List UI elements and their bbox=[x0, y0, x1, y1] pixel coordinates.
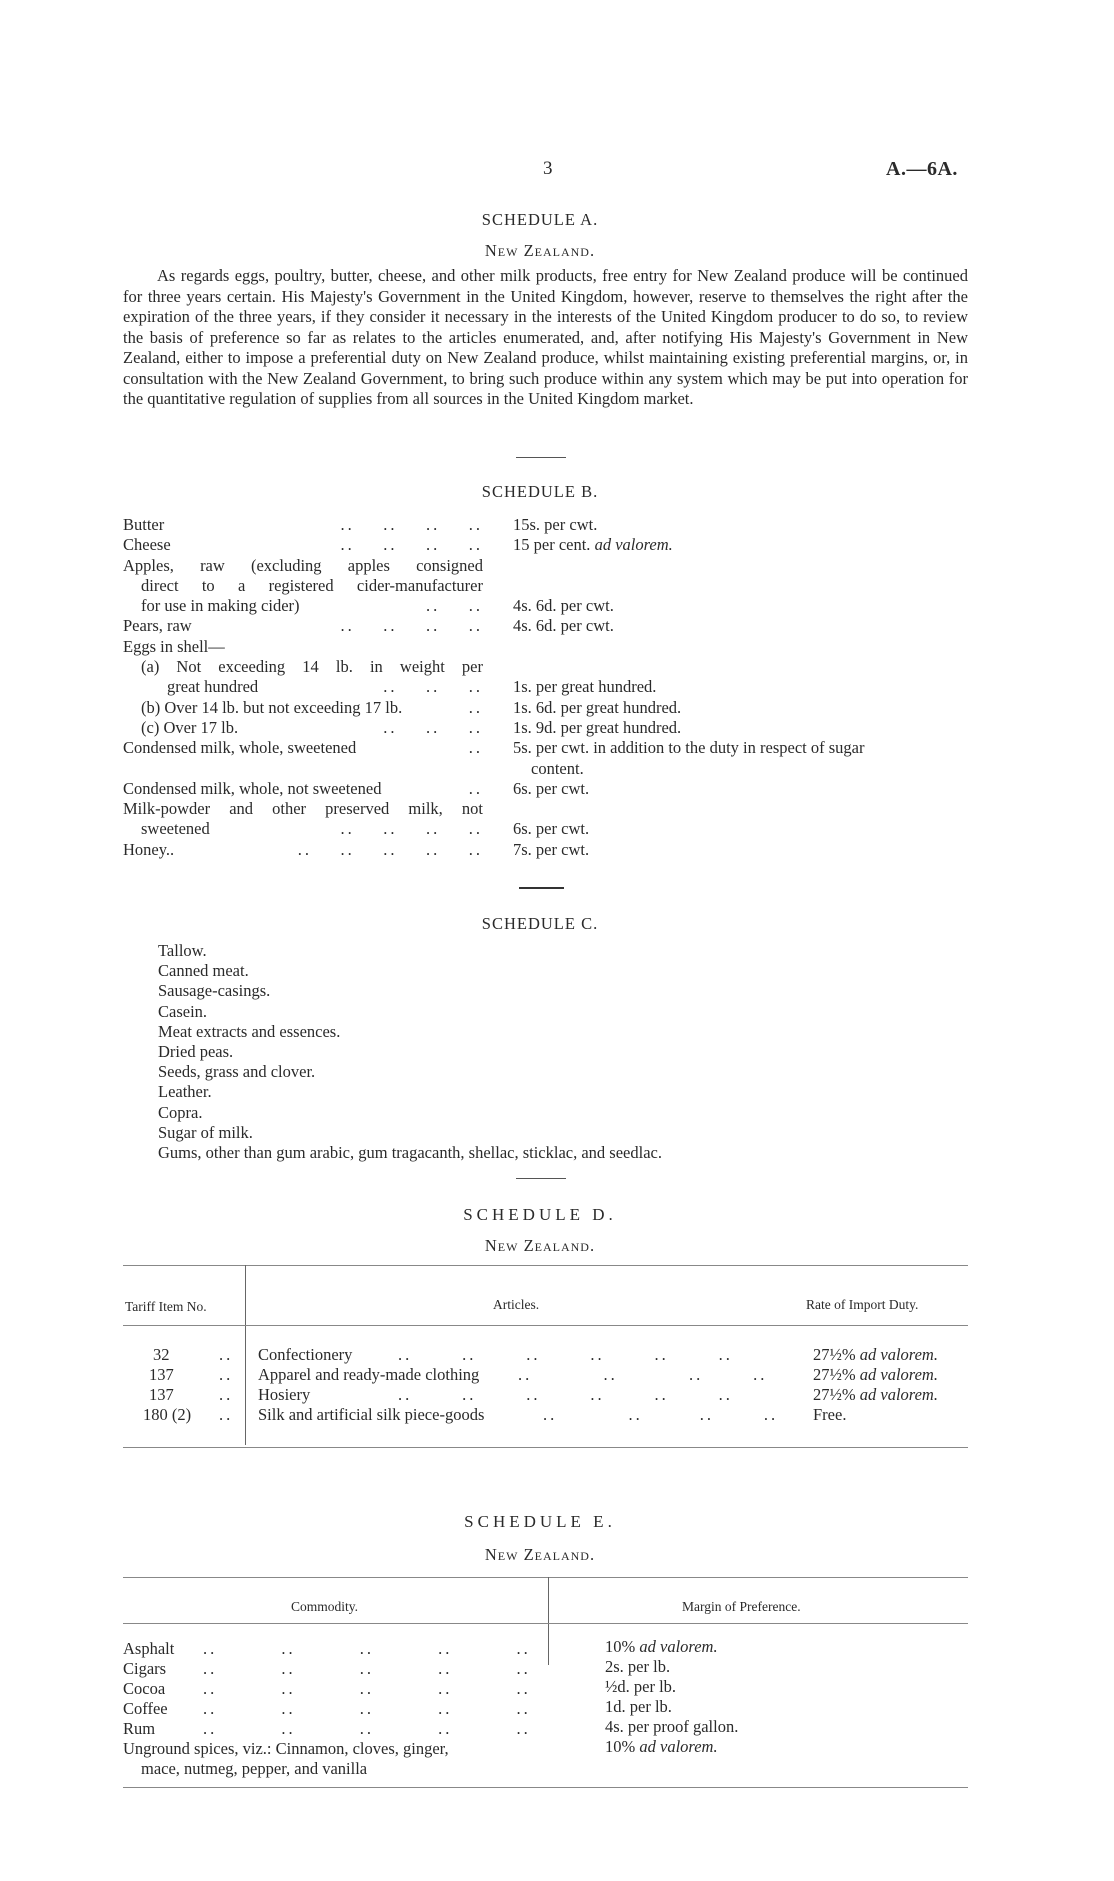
commodity-name: Rum bbox=[123, 1719, 156, 1738]
margin-value: 10% ad valorem. bbox=[605, 1737, 718, 1756]
tariff-item-number: 180 (2) bbox=[143, 1405, 192, 1424]
schedule-c-item: Canned meat. bbox=[158, 961, 249, 981]
commodity-name-continued: mace, nutmeg, pepper, and vanilla bbox=[141, 1759, 368, 1778]
schedule-b-row bbox=[123, 637, 973, 657]
schedule-d-subtitle: New Zealand. bbox=[484, 1236, 596, 1255]
schedule-e-table: Commodity. Margin of Preference. Asphalt .. .. .. .. .. 10% ad valorem. Cigars .. .. .. .. .. 2s. per lb. Cocoa .. .. .. .. .. ½d. per lb. Coffee .. .. .. .. .. 1d. per lb. Rum .. .. .. .. .. 4s. per proof gallon. Unground spices, viz.: Cinnamon, cloves, ginger, mace, nutmeg, pepper, and vanilla 10% ad valorem. bbox=[123, 1577, 968, 1827]
margin-value: 4s. per proof gallon. bbox=[605, 1717, 739, 1736]
schedule-d-title: SCHEDULE D. bbox=[463, 1205, 617, 1224]
margin-value: 1d. per lb. bbox=[605, 1697, 672, 1716]
column-header-commodity: Commodity. bbox=[291, 1599, 359, 1614]
import-duty-rate: 27½% ad valorem. bbox=[813, 1365, 938, 1384]
article-name: Apparel and ready-made clothing bbox=[258, 1365, 480, 1384]
schedule-c-item: Meat extracts and essences. bbox=[158, 1021, 341, 1041]
schedule-e-subtitle: New Zealand. bbox=[484, 1545, 596, 1564]
schedule-b-item: Eggs in shell— bbox=[123, 636, 225, 656]
schedule-b-item: Cheese bbox=[123, 535, 171, 555]
schedule-c-item: Sugar of milk. bbox=[158, 1122, 253, 1142]
schedule-b-item: Apples, raw (excluding apples consigned bbox=[123, 555, 483, 575]
schedule-b-item: (a) Not exceeding 14 lb. in weight per bbox=[141, 657, 483, 677]
schedule-b-row: (c) Over 17 lb. .. .. .. 1s. 9d. per great hundred. bbox=[123, 718, 973, 738]
schedule-b-item: Milk-powder and other preserved milk, not bbox=[123, 799, 483, 819]
schedule-b-rate: 15s. per cwt. bbox=[513, 515, 598, 534]
section-divider bbox=[516, 457, 566, 458]
schedule-b-rate: 1s. per great hundred. bbox=[513, 677, 657, 697]
schedule-a-paragraph: As regards eggs, poultry, butter, cheese, and other milk products, free entry for New Zealand produce will be continued for three years certain. His Majesty's Government in the United Kingdom, however, reserve to themselves the right after the expiration of the three years, if they consider it necessary in the interests of the United Kingdom producer to do so, to review the basis of preference so far as relates to the articles enumerated, and, after notifying His Majesty's Government in New Zealand, either to impose a preferential duty on New Zealand produce, whilst maintaining existing preferential margins, or, in consultation with the New Zealand Government, to bring such produce within any system which may be put into operation for the quantitative regulation of supplies from all sources in the United Kingdom market. bbox=[123, 266, 968, 408]
margin-value: 10% ad valorem. bbox=[605, 1637, 718, 1656]
section-divider bbox=[519, 887, 564, 889]
schedule-b-rate: 1s. 6d. per great hundred. bbox=[513, 697, 682, 717]
column-header-margin: Margin of Preference. bbox=[682, 1599, 801, 1614]
commodity-name: Unground spices, viz.: Cinnamon, cloves, ginger, bbox=[123, 1739, 449, 1758]
schedule-b-row: Apples, raw (excluding apples consigned direct to a registered cider-manufacturer for use in making cider) .. .. 4s. 6d. per cwt. bbox=[123, 556, 973, 617]
schedule-b-rate: 6s. per cwt. bbox=[513, 819, 590, 839]
margin-value: ½d. per lb. bbox=[605, 1677, 677, 1696]
schedule-a-title: SCHEDULE A. bbox=[481, 210, 599, 229]
schedule-b-rate: 5s. per cwt. in addition to the duty in respect of sugar content. bbox=[513, 738, 865, 778]
tariff-item-number: 32 bbox=[153, 1345, 170, 1364]
schedule-b-item: Butter bbox=[123, 515, 165, 534]
schedule-b-item: Condensed milk, whole, sweetened bbox=[123, 738, 357, 758]
schedule-b-rate: 7s. per cwt. bbox=[513, 839, 590, 859]
schedule-b-rate: 4s. 6d. per cwt. bbox=[513, 596, 614, 616]
column-header-articles: Articles. bbox=[493, 1297, 540, 1312]
schedule-b-row: Butter .. .. .. .. 15s. per cwt. bbox=[123, 515, 973, 535]
import-duty-rate: 27½% ad valorem. bbox=[813, 1385, 938, 1404]
import-duty-rate: Free. bbox=[813, 1405, 847, 1424]
schedule-b-row: Milk-powder and other preserved milk, not sweetened .. .. .. .. 6s. per cwt. bbox=[123, 799, 973, 840]
schedule-c-list bbox=[158, 941, 662, 1163]
schedule-b-row: Condensed milk, whole, sweetened .. 5s. per cwt. in addition to the duty in respect of sugar content. bbox=[123, 738, 973, 779]
tariff-item-number: 137 bbox=[149, 1385, 174, 1404]
schedule-b-row: Cheese .. .. .. .. 15 per cent. ad valorem. bbox=[123, 535, 973, 555]
column-header-rate: Rate of Import Duty. bbox=[806, 1297, 919, 1312]
schedule-b-item: Honey.. bbox=[123, 839, 175, 859]
schedule-b-item: Condensed milk, whole, not sweetened bbox=[123, 778, 382, 798]
schedule-b-row: Honey.. .. .. .. .. .. 7s. per cwt. bbox=[123, 840, 973, 860]
schedule-c-title: SCHEDULE C. bbox=[481, 914, 599, 933]
commodity-name: Coffee bbox=[123, 1699, 168, 1718]
commodity-name: Cocoa bbox=[123, 1679, 166, 1698]
page-number: 3 bbox=[543, 158, 553, 179]
schedule-b-rate: 1s. 9d. per great hundred. bbox=[513, 717, 682, 737]
schedule-c-item: Dried peas. bbox=[158, 1042, 234, 1062]
schedule-b-rate: 15 per cent. ad valorem. bbox=[513, 535, 673, 555]
schedule-c-item: Seeds, grass and clover. bbox=[158, 1062, 316, 1082]
column-header-tariff-item: Tariff Item No. bbox=[125, 1299, 207, 1314]
schedule-b-row: (a) Not exceeding 14 lb. in weight per great hundred .. .. .. 1s. per great hundred. bbox=[123, 657, 973, 698]
schedule-b-row: Condensed milk, whole, not sweetened .. 6s. per cwt. bbox=[123, 779, 973, 799]
schedule-b-item: (b) Over 14 lb. but not exceeding 17 lb. bbox=[141, 697, 403, 717]
tariff-item-number: 137 bbox=[149, 1365, 174, 1384]
article-name: Hosiery bbox=[258, 1385, 311, 1404]
schedule-b-title: SCHEDULE B. bbox=[481, 482, 599, 501]
section-divider bbox=[516, 1178, 566, 1179]
schedule-c-item: Gums, other than gum arabic, gum tragacanth, shellac, sticklac, and seedlac. bbox=[158, 1143, 662, 1163]
commodity-name: Asphalt bbox=[123, 1639, 175, 1658]
schedule-b-rate: 6s. per cwt. bbox=[513, 778, 590, 798]
schedule-b-rate: 4s. 6d. per cwt. bbox=[513, 616, 614, 636]
schedule-b-item: Pears, raw bbox=[123, 616, 192, 636]
schedule-d-table: Tariff Item No. Articles. Rate of Import Duty. 32 .. Confectionery .. .. .. .. .. .. 27½% ad valorem. 137 .. Apparel and ready-made clothing .. .. .. .. 27½% ad valorem. 137 .. Hosiery .. .. .. .. .. .. 27½% ad valorem. 180 (2) .. Silk and artificial silk piece-goods .. .. .. .. Free. bbox=[123, 1265, 968, 1450]
commodity-name: Cigars bbox=[123, 1659, 167, 1678]
schedule-b-item: (c) Over 17 lb. bbox=[141, 717, 239, 737]
schedule-e-title: SCHEDULE E. bbox=[464, 1512, 616, 1531]
schedule-c-item: Casein. bbox=[158, 1001, 208, 1021]
article-name: Confectionery bbox=[258, 1345, 353, 1364]
schedule-c-item: Leather. bbox=[158, 1082, 212, 1102]
schedule-c-item: Sausage-casings. bbox=[158, 981, 271, 1001]
schedule-b-row: (b) Over 14 lb. but not exceeding 17 lb. .. 1s. 6d. per great hundred. bbox=[123, 698, 973, 718]
schedule-c-item: Tallow. bbox=[158, 941, 207, 960]
schedule-b-row: Pears, raw .. .. .. .. 4s. 6d. per cwt. bbox=[123, 616, 973, 636]
import-duty-rate: 27½% ad valorem. bbox=[813, 1345, 938, 1364]
schedule-c-item: Copra. bbox=[158, 1102, 203, 1122]
schedule-a-subtitle: New Zealand. bbox=[484, 241, 596, 260]
margin-value: 2s. per lb. bbox=[605, 1657, 671, 1676]
document-reference: A.—6A. bbox=[886, 158, 958, 180]
article-name: Silk and artificial silk piece-goods bbox=[258, 1405, 485, 1424]
schedule-b-list bbox=[123, 515, 973, 860]
